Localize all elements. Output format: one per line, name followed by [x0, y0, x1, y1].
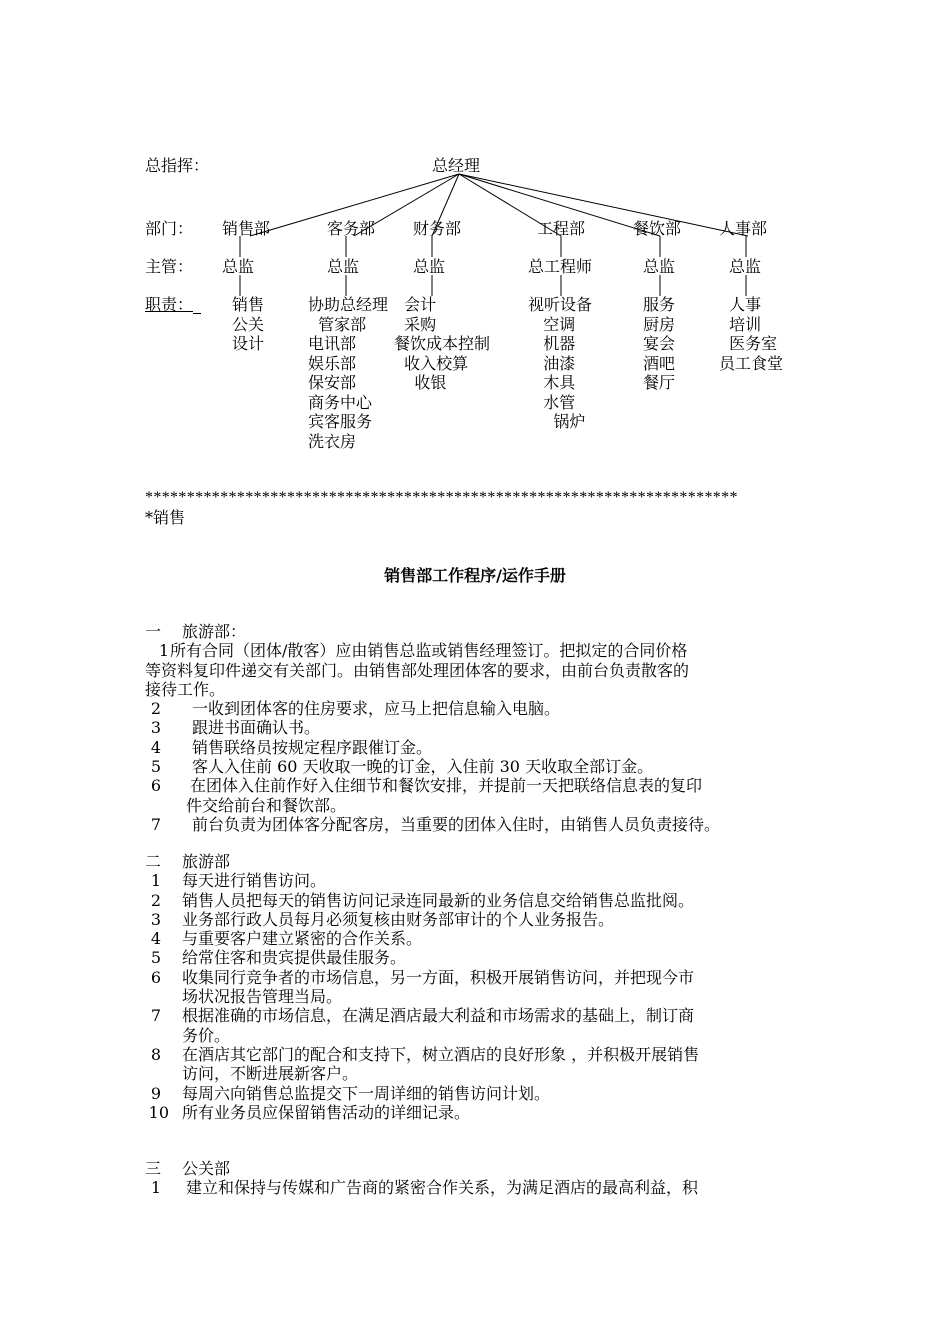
item-number: 6 [150, 776, 161, 796]
connector-gm-guest [354, 174, 459, 236]
command-label: 总指挥： [145, 156, 210, 175]
list-item [145, 1178, 815, 1197]
list-item [145, 1084, 815, 1103]
section-2-title: 旅游部 [182, 852, 231, 871]
item-text: 收集同行竞争者的市场信息，另一方面，积极开展销售访问，并把现今市 [182, 967, 695, 987]
dept-finance: 财务部 [413, 219, 462, 238]
item-number: 2 [150, 699, 161, 719]
item-number: 1 [158, 641, 169, 661]
section-3-number: 三 [145, 1159, 162, 1178]
section-1-header [145, 622, 815, 641]
duty-eng-6: 水管 [528, 392, 576, 412]
item-number: 6 [150, 967, 161, 987]
item-text: 场状况报告管理当局。 [182, 987, 343, 1007]
item-number: 5 [150, 757, 161, 777]
duty-sales-1: 销售 [232, 295, 265, 314]
list-item [145, 757, 815, 776]
section-3-header [145, 1159, 815, 1178]
duty-guest-3: 电讯部 [308, 334, 357, 353]
item-number: 7 [150, 814, 161, 834]
item-text: 务价。 [182, 1025, 231, 1045]
head-engineering: 总工程师 [528, 257, 593, 276]
section-2-number: 二 [145, 852, 162, 871]
head-row-label: 主管： [145, 257, 194, 276]
duty-hr-4: 员工食堂 [719, 353, 784, 373]
duty-guest-5: 保安部 [308, 373, 357, 392]
list-item [145, 1045, 815, 1064]
duty-guest-4: 娱乐部 [308, 353, 357, 373]
dept-hr: 人事部 [719, 219, 768, 238]
item-number: 1 [150, 871, 161, 891]
section-3 [145, 1159, 815, 1198]
item-number: 3 [150, 909, 161, 929]
item-number: 7 [150, 1006, 161, 1026]
duty-eng-1: 视听设备 [528, 295, 593, 314]
head-food-beverage: 总监 [643, 257, 676, 276]
list-item [145, 968, 815, 987]
list-item [145, 929, 815, 948]
duty-fb-4: 酒吧 [643, 353, 676, 373]
item-text: 每周六向销售总监提交下一周详细的销售访问计划。 [182, 1083, 551, 1103]
head-sales: 总监 [222, 257, 255, 276]
item-number: 5 [150, 948, 161, 968]
list-item [145, 987, 815, 1006]
item-number: 10 [148, 1102, 169, 1122]
duty-hr-1: 人事 [719, 295, 762, 314]
list-item [145, 815, 815, 834]
list-item [145, 718, 815, 737]
item-text: 每天进行销售访问。 [182, 871, 327, 891]
duty-guest-8: 洗衣房 [308, 431, 357, 451]
item-text: 在团体入住前作好入住细节和餐饮安排，并提前一天把联络信息表的复印 [190, 776, 703, 796]
duty-guest-2: 管家部 [308, 314, 367, 334]
list-item [145, 1026, 815, 1045]
section-1-title: 旅游部： [182, 622, 247, 641]
list-item [145, 776, 815, 795]
duty-row-label: 职责： [145, 295, 194, 314]
item-text: 一收到团体客的住房要求，应马上把信息输入电脑。 [192, 699, 561, 719]
list-item [145, 699, 815, 718]
duty-sales-3: 设计 [232, 334, 265, 353]
duty-fb-3: 宴会 [643, 334, 676, 353]
duty-fb-1: 服务 [643, 295, 676, 314]
duty-finance-4: 收入校算 [394, 353, 469, 373]
dept-sales: 销售部 [222, 219, 271, 238]
item-text: 所有合同（团体/散客）应由销售总监或销售经理签订。把拟定的合同价格 [170, 641, 688, 661]
item-text: 前台负责为团体客分配客房，当重要的团体入住时，由销售人员负责接待。 [192, 814, 721, 834]
duty-hr-3: 医务室 [719, 334, 778, 353]
duty-eng-5: 木具 [528, 373, 576, 392]
duty-eng-7: 锅炉 [528, 412, 586, 431]
item-text: 访问，不断进展新客户。 [182, 1064, 359, 1084]
duty-finance-5: 收银 [394, 373, 447, 392]
item-text: 销售人员把每天的销售访问记录连同最新的业务信息交给销售总监批阅。 [182, 890, 695, 910]
duty-eng-4: 油漆 [528, 353, 576, 373]
list-item [145, 891, 815, 910]
connector-gm-fb [459, 174, 660, 236]
list-item [145, 641, 815, 660]
list-item [145, 948, 815, 967]
list-item [145, 738, 815, 757]
dept-row-label: 部门： [145, 219, 194, 238]
item-text: 根据准确的市场信息，在满足酒店最大利益和市场需求的基础上，制订商 [182, 1006, 695, 1026]
list-item [145, 661, 815, 680]
list-item [145, 910, 815, 929]
item-number: 1 [150, 1178, 161, 1198]
section-2 [145, 852, 815, 1122]
duty-eng-3: 机器 [528, 334, 576, 353]
duty-guest-1: 协助总经理 [308, 295, 389, 314]
section-1-number: 一 [145, 622, 162, 641]
duty-finance-2: 采购 [394, 314, 437, 334]
item-text: 所有业务员应保留销售活动的详细记录。 [182, 1102, 471, 1122]
item-number: 4 [150, 929, 161, 949]
manual-title: 销售部工作程序/运作手册 [384, 566, 566, 585]
item-number: 8 [150, 1044, 161, 1064]
item-text: 接待工作。 [145, 679, 226, 699]
item-number: 9 [150, 1083, 161, 1103]
item-text: 销售联络员按规定程序跟催订金。 [192, 737, 433, 757]
dept-guest-services: 客务部 [327, 219, 376, 238]
duty-eng-2: 空调 [528, 314, 576, 334]
top-role-general-manager: 总经理 [432, 156, 481, 175]
item-text: 给常住客和贵宾提供最佳服务。 [182, 948, 407, 968]
separator-tail: *销售 [145, 508, 186, 527]
head-finance: 总监 [413, 257, 446, 276]
duty-hr-2: 培训 [719, 314, 762, 334]
connector-gm-hr [459, 174, 748, 236]
duty-sales-2: 公关 [232, 314, 265, 334]
item-text: 等资料复印件递交有关部门。由销售部处理团体客的要求，由前台负责散客的 [145, 660, 690, 680]
section-2-header [145, 852, 815, 871]
list-item [145, 796, 815, 815]
org-chart-connectors [0, 0, 950, 480]
head-hr: 总监 [729, 257, 762, 276]
item-number: 4 [150, 737, 161, 757]
list-item [145, 680, 815, 699]
connector-gm-sales [250, 174, 459, 236]
dept-engineering: 工程部 [537, 219, 586, 238]
separator-line: *********************************************************************** [145, 489, 738, 506]
dept-food-beverage: 餐饮部 [633, 219, 682, 238]
duty-guest-6: 商务中心 [308, 392, 373, 412]
duty-finance-1: 会计 [394, 295, 437, 314]
duty-finance-3: 餐饮成本控制 [394, 334, 491, 353]
head-guest-services: 总监 [327, 257, 360, 276]
connector-gm-engineering [459, 174, 561, 236]
item-text: 客人入住前 60 天收取一晚的订金，入住前 30 天收取全部订金。 [192, 757, 654, 777]
connector-gm-finance [432, 174, 459, 236]
section-1 [145, 622, 815, 834]
list-item [145, 1006, 815, 1025]
list-item [145, 1064, 815, 1083]
list-item [145, 1103, 815, 1122]
item-text: 业务部行政人员每月必须复核由财务部审计的个人业务报告。 [182, 909, 615, 929]
item-text: 跟进书面确认书。 [192, 718, 321, 738]
duty-fb-5: 餐厅 [643, 373, 676, 392]
list-item [145, 871, 815, 890]
item-text: 在酒店其它部门的配合和支持下，树立酒店的良好形象 ，并积极开展销售 [182, 1044, 700, 1064]
item-text: 件交给前台和餐饮部。 [186, 795, 347, 815]
item-text: 与重要客户建立紧密的合作关系。 [182, 929, 423, 949]
duty-fb-2: 厨房 [643, 314, 676, 334]
item-number: 2 [150, 890, 161, 910]
item-number: 3 [150, 718, 161, 738]
duty-guest-7: 宾客服务 [308, 412, 373, 431]
item-text: 建立和保持与传媒和广告商的紧密合作关系，为满足酒店的最高利益，积 [186, 1178, 699, 1198]
section-3-title: 公关部 [182, 1159, 231, 1178]
